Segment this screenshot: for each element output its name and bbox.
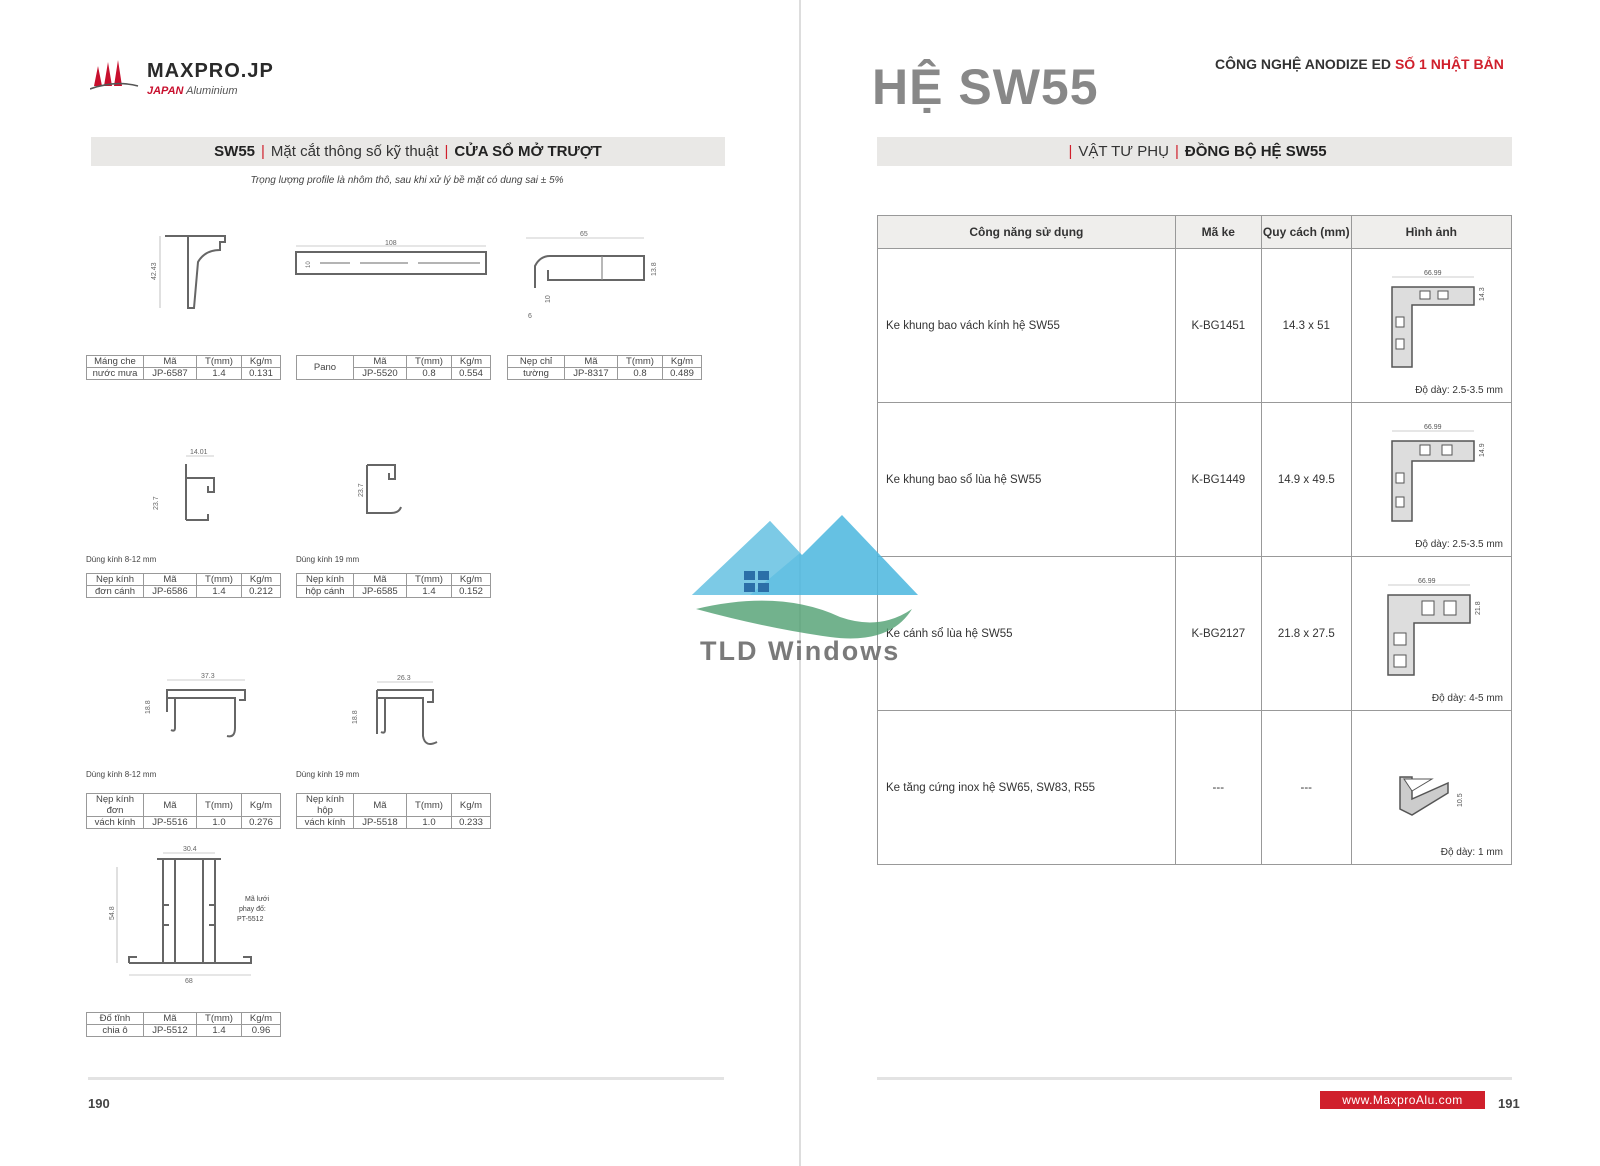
svg-text:42.43: 42.43 <box>151 262 158 280</box>
svg-text:10.5: 10.5 <box>1456 793 1464 807</box>
svg-text:66.99: 66.99 <box>1417 578 1436 585</box>
accessory-use: Ke cánh sổ lùa hệ SW55 <box>878 557 1176 711</box>
left-section-title: SW55 | Mặt cắt thông số kỹ thuật | CỬA SỔ MỞ TRƯỢT <box>91 137 725 166</box>
svg-text:6: 6 <box>528 313 532 320</box>
profile-drawing-jp6586 <box>150 448 230 533</box>
accessory-code: --- <box>1175 711 1261 865</box>
accessory-size: 14.3 x 51 <box>1261 249 1351 403</box>
right-footer-line <box>877 1077 1512 1080</box>
accessory-image <box>1351 557 1511 711</box>
svg-text:phay đố:: phay đố: <box>239 906 266 913</box>
svg-text:13.8: 13.8 <box>651 262 658 276</box>
svg-text:18.8: 18.8 <box>352 710 359 724</box>
col-size-header: Quy cách (mm) <box>1261 216 1351 249</box>
glass-note-jp6585: Dùng kính 19 mm <box>296 555 360 564</box>
profile-drawing-jp5516 <box>135 668 255 753</box>
svg-text:21.8: 21.8 <box>1474 601 1482 615</box>
spec-table-jp6587: Máng che Mã T(mm) Kg/m nước mưa JP-6587 1.4 0.131 <box>86 355 281 380</box>
svg-text:14.3: 14.3 <box>1478 287 1486 301</box>
accessory-thickness: Độ dày: 2.5-3.5 mm <box>1415 539 1503 550</box>
svg-text:68: 68 <box>185 978 193 985</box>
accessory-row <box>878 249 1512 403</box>
accessory-table <box>877 215 1512 865</box>
accessory-use: Ke khung bao sổ lùa hệ SW55 <box>878 403 1176 557</box>
accessory-thickness: Độ dày: 2.5-3.5 mm <box>1415 385 1503 396</box>
page-number-right: 191 <box>1498 1096 1520 1111</box>
svg-text:10: 10 <box>306 261 312 268</box>
spec-table-jp5512: Đố tĩnh Mã T(mm) Kg/m chia ô JP-5512 1.4 0.96 <box>86 1012 281 1037</box>
glass-note-jp6586: Dùng kính 8-12 mm <box>86 555 157 564</box>
accessory-row <box>878 711 1512 865</box>
svg-text:23.7: 23.7 <box>153 496 160 510</box>
accessory-row <box>878 557 1512 711</box>
accessory-code: K-BG1451 <box>1175 249 1261 403</box>
profile-drawing-jp8317 <box>520 228 675 323</box>
profile-drawing-jp5512 <box>105 845 285 985</box>
glass-note-jp5516: Dùng kính 8-12 mm <box>86 770 157 779</box>
svg-text:37.3: 37.3 <box>201 673 215 680</box>
accessory-header-row <box>878 216 1512 249</box>
spec-table-jp8317: Nẹp chỉ Mã T(mm) Kg/m tường JP-8317 0.8 0.489 <box>507 355 702 380</box>
accessory-thickness: Độ dày: 1 mm <box>1440 847 1503 858</box>
accessory-use: Ke tăng cứng inox hệ SW65, SW83, R55 <box>878 711 1176 865</box>
system-title: HỆ SW55 <box>872 59 1099 115</box>
website-link[interactable]: www.MaxproAlu.com <box>1320 1091 1485 1109</box>
svg-text:65: 65 <box>580 231 588 238</box>
corner-bracket-drawing <box>1372 267 1492 377</box>
accessory-size: 14.9 x 49.5 <box>1261 403 1351 557</box>
svg-text:PT-5512: PT-5512 <box>237 916 264 923</box>
svg-text:14.9: 14.9 <box>1478 443 1486 457</box>
accessory-row <box>878 403 1512 557</box>
col-image-header: Hình ảnh <box>1351 216 1511 249</box>
right-section-title: | VẬT TƯ PHỤ | ĐỒNG BỘ HỆ SW55 <box>877 137 1512 166</box>
corner-bracket-drawing <box>1372 575 1492 685</box>
svg-text:66.99: 66.99 <box>1423 270 1442 277</box>
watermark-text: TLD Windows <box>700 636 901 666</box>
weight-note: Trọng lượng profile là nhôm thô, sau khi xử lý bề mặt có dung sai ± 5% <box>250 175 564 186</box>
page-number-left: 190 <box>88 1096 110 1111</box>
spec-table-jp5516: Nẹp kính đơn Mã T(mm) Kg/m vách kính JP-5516 1.0 0.276 <box>86 793 281 829</box>
corner-bracket-drawing <box>1372 421 1492 531</box>
accessory-size: --- <box>1261 711 1351 865</box>
left-footer-line <box>88 1077 724 1080</box>
logo-name: MAXPRO.JP <box>147 60 274 82</box>
svg-text:23.7: 23.7 <box>358 483 365 497</box>
svg-text:66.99: 66.99 <box>1423 424 1442 431</box>
svg-text:14.01: 14.01 <box>190 449 208 456</box>
profile-drawing-jp5518 <box>345 672 445 757</box>
svg-text:26.3: 26.3 <box>397 675 411 682</box>
inox-bracket-drawing <box>1372 729 1492 839</box>
accessory-image <box>1351 249 1511 403</box>
accessory-code: K-BG2127 <box>1175 557 1261 711</box>
spec-table-jp5520: Pano Mã T(mm) Kg/m JP-5520 0.8 0.554 <box>296 355 491 380</box>
svg-text:54.8: 54.8 <box>109 906 116 920</box>
svg-text:Mã lưới: Mã lưới <box>245 896 270 903</box>
accessory-use: Ke khung bao vách kính hệ SW55 <box>878 249 1176 403</box>
maxpro-logo-icon <box>90 56 140 92</box>
profile-drawing-jp5520 <box>290 238 495 288</box>
accessory-code: K-BG1449 <box>1175 403 1261 557</box>
col-use-header: Công năng sử dụng <box>878 216 1176 249</box>
spec-table-jp6585: Nẹp kính Mã T(mm) Kg/m hộp cánh JP-6585 1.4 0.152 <box>296 573 491 598</box>
tagline: CÔNG NGHỆ ANODIZE ED SỐ 1 NHẬT BẢN <box>1215 56 1504 72</box>
profile-drawing-jp6587 <box>150 228 240 318</box>
accessory-thickness: Độ dày: 4-5 mm <box>1431 693 1503 704</box>
profile-drawing-jp6585 <box>355 455 425 525</box>
spec-table-jp5518: Nẹp kính hộp Mã T(mm) Kg/m vách kính JP-5518 1.0 0.233 <box>296 793 491 829</box>
svg-text:30.4: 30.4 <box>183 846 197 853</box>
svg-text:10: 10 <box>545 295 552 303</box>
accessory-image <box>1351 711 1511 865</box>
accessory-size: 21.8 x 27.5 <box>1261 557 1351 711</box>
svg-text:18.8: 18.8 <box>145 700 152 714</box>
svg-text:108: 108 <box>385 240 397 247</box>
logo-subtitle: JAPAN Aluminium <box>147 85 238 97</box>
accessory-image <box>1351 403 1511 557</box>
spec-table-jp6586: Nẹp kính Mã T(mm) Kg/m đơn cánh JP-6586 1.4 0.212 <box>86 573 281 598</box>
glass-note-jp5518: Dùng kính 19 mm <box>296 770 360 779</box>
col-code-header: Mã ke <box>1175 216 1261 249</box>
